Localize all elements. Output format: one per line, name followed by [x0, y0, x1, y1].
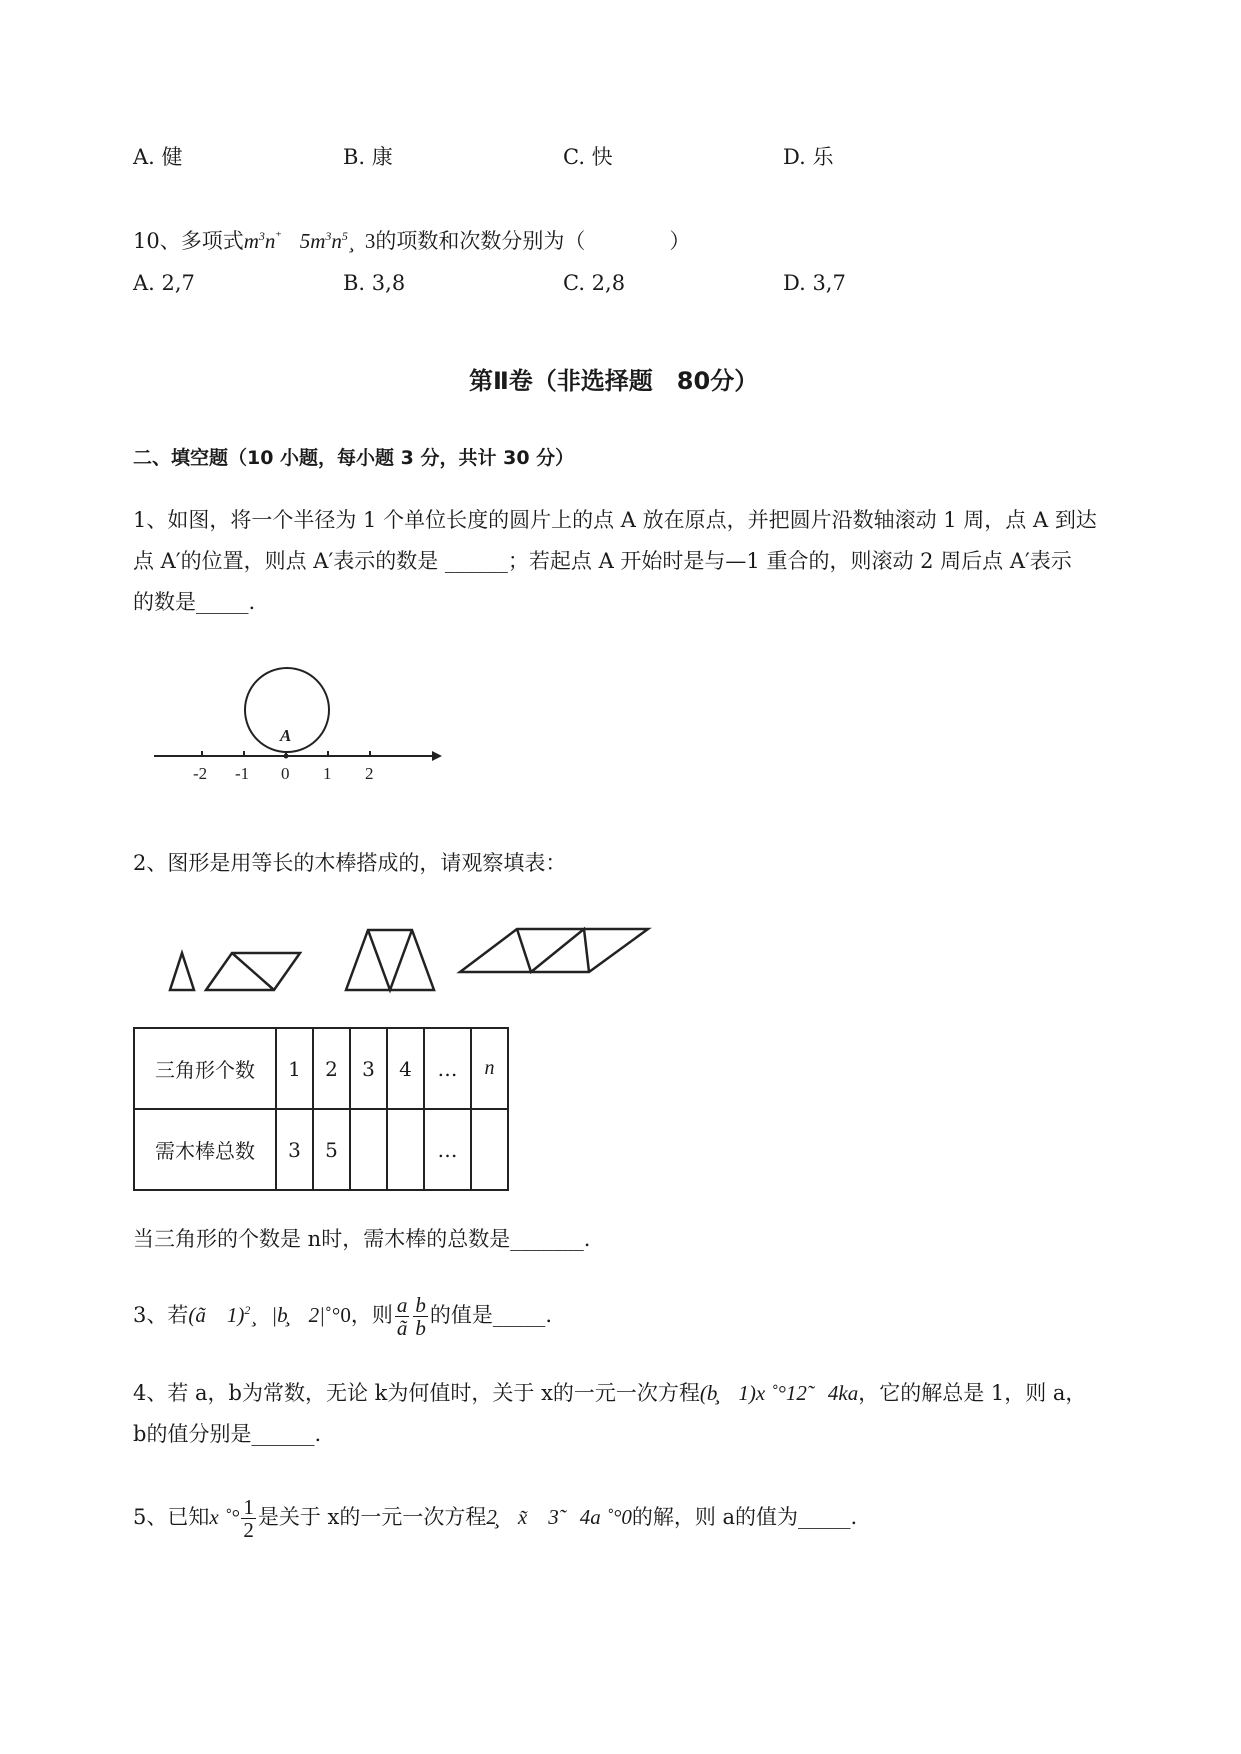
table-cell: 1 [276, 1028, 313, 1109]
q1-line2: 点 A′的位置，则点 A′表示的数是 ______；若起点 A 开始时是与—1 重合的，则滚动 2 周后点 A′表示 [133, 549, 1072, 573]
table-cell: 5 [313, 1109, 350, 1190]
question-4-line2: b的值分别是______. [133, 1422, 322, 1446]
q9-option-b: B. 康 [343, 145, 393, 169]
table-row-header: 需木棒总数 [134, 1109, 276, 1190]
q5-equation: 2̧ x̃ 3̃ 4a ˚°0 [486, 1505, 632, 1529]
q9-option-a: A. 健 [133, 145, 183, 169]
q3-prefix: 3、若 [133, 1303, 189, 1327]
table-cell: n [471, 1028, 508, 1109]
q9-option-d: D. 乐 [783, 145, 834, 169]
table-cell: … [424, 1028, 471, 1109]
q3-mid: ，则 [350, 1303, 393, 1327]
question-10 [133, 216, 690, 261]
q10-term2: $5m^3n^5¸$ [299, 229, 355, 253]
q3-expr2: |b̧ 2| [271, 1303, 325, 1327]
table-row-header: 三角形个数 [134, 1028, 276, 1109]
table-cell: 3 [276, 1109, 313, 1190]
q10-option-b: B. 3,8 [343, 271, 406, 295]
q2-table [133, 1027, 509, 1191]
q2-text: 2、图形是用等长的木棒搭成的，请观察填表： [133, 851, 567, 875]
tick-label-0: 0 [281, 764, 290, 783]
table-row [134, 1109, 508, 1190]
q10-option-a: A. 2,7 [133, 271, 195, 295]
tick-label-1: 1 [323, 764, 332, 783]
tick-label-m1: -1 [235, 764, 250, 783]
figure-3-triangles [346, 930, 434, 990]
q3-equals: ˚°0 [324, 1303, 351, 1327]
point-a-dot [284, 754, 289, 759]
table-cell [387, 1109, 424, 1190]
q1-line3: 的数是_____. [133, 590, 256, 614]
tick-label-2: 2 [365, 764, 374, 783]
question-4-line1: 4、若 a，b为常数，无论 k为何值时，关于 x的一元一次方程(b̧ 1)x ˚°12̃ 4ka，它的解总是 1，则 a， [133, 1381, 1087, 1405]
section-fill-blank-title: 二、填空题（10 小题，每小题 3 分，共计 30 分） [133, 447, 575, 469]
question-3 [133, 1290, 552, 1339]
q10-term3: 3 [364, 229, 376, 253]
q10-option-d: D. 3,7 [783, 271, 846, 295]
q5-mid: 是关于 x的一元一次方程 [257, 1505, 487, 1529]
q10-number: 10、 [133, 229, 181, 253]
figure-1-triangle [170, 953, 194, 990]
table-cell: … [424, 1109, 471, 1190]
point-a-label: A [280, 726, 292, 745]
table-cell [471, 1109, 508, 1190]
q3-suffix: 的值是_____. [429, 1303, 553, 1327]
table-row [134, 1028, 508, 1109]
question-5 [133, 1496, 857, 1541]
table-cell: 4 [387, 1028, 424, 1109]
figure-4-triangles [460, 929, 648, 972]
q3-fraction-2: $\frac{b}{b}$ [415, 1293, 426, 1340]
q10-option-c: C. 2,8 [563, 271, 626, 295]
q4-equation: (b̧ 1)x ˚°12̃ 4ka [699, 1381, 859, 1405]
q5-x: x ˚° [209, 1505, 240, 1529]
axis-arrow-icon [432, 751, 442, 761]
q9-option-c: C. 快 [563, 145, 613, 169]
q10-suffix: 的项数和次数分别为（ ） [375, 229, 691, 253]
q10-term1: $m^3n^{^+}$ [243, 229, 282, 253]
q3-expr1: (ã 1)$^2$¸ [188, 1303, 258, 1327]
q2-after-text: 当三角形的个数是 n时，需木棒的总数是_______. [133, 1227, 591, 1251]
q5-prefix: 5、已知 [133, 1505, 210, 1529]
part2-title: 第Ⅱ卷（非选择题 80分） [469, 367, 759, 395]
q5-suffix: 的解，则 a的值为_____. [631, 1505, 858, 1529]
table-cell: 2 [313, 1028, 350, 1109]
figure-2-triangles [206, 953, 300, 990]
table-cell [350, 1109, 387, 1190]
table-cell: 3 [350, 1028, 387, 1109]
q10-prefix: 多项式 [180, 229, 244, 253]
q3-fraction-1: $\frac{a}{ã}$ [396, 1293, 408, 1340]
tick-label-m2: -2 [193, 764, 208, 783]
q1-numberline-figure [150, 665, 450, 790]
q1-line1: 1、如图，将一个半径为 1 个单位长度的圆片上的点 A 放在原点，并把圆片沿数轴滚动 1 周，点 A 到达 [133, 508, 1097, 532]
q5-fraction: $\frac{1}{2}$ [243, 1495, 254, 1542]
q2-triangles-figure [150, 920, 660, 1010]
